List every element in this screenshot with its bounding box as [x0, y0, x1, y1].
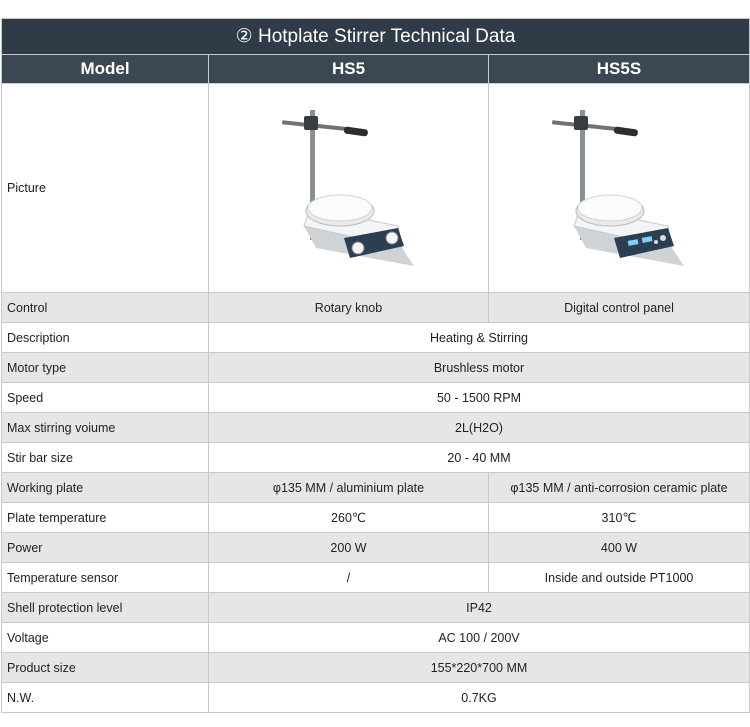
- table-row: [2, 563, 750, 593]
- row-value-merged: Heating & Stirring: [209, 323, 750, 353]
- row-label: Temperature sensor: [2, 563, 209, 593]
- title-row: [2, 19, 750, 55]
- row-value-merged: 20 - 40 MM: [209, 443, 750, 473]
- row-value-hs5s: Digital control panel: [489, 293, 750, 323]
- row-value-merged: AC 100 / 200V: [209, 623, 750, 653]
- row-value-hs5: /: [209, 563, 489, 593]
- row-value-hs5s: 310℃: [489, 503, 750, 533]
- table-row: [2, 623, 750, 653]
- row-value-merged: 0.7KG: [209, 683, 750, 713]
- row-value-merged: IP42: [209, 593, 750, 623]
- hs5s-picture-cell: [489, 84, 750, 293]
- row-value-hs5: 260℃: [209, 503, 489, 533]
- hs5s-hotplate-image: [544, 98, 694, 278]
- picture-label: Picture: [2, 84, 209, 293]
- table-row: [2, 473, 750, 503]
- header-model: Model: [2, 55, 209, 84]
- row-label: Control: [2, 293, 209, 323]
- table-row: [2, 503, 750, 533]
- row-label: Speed: [2, 383, 209, 413]
- row-label: Max stirring voiume: [2, 413, 209, 443]
- table-row: [2, 443, 750, 473]
- header-row: [2, 55, 750, 84]
- row-label: Plate temperature: [2, 503, 209, 533]
- row-value-merged: 155*220*700 MM: [209, 653, 750, 683]
- header-hs5: HS5: [209, 55, 489, 84]
- row-value-hs5s: 400 W: [489, 533, 750, 563]
- hs5-picture-cell: [209, 84, 489, 293]
- row-label: Voltage: [2, 623, 209, 653]
- table-row: [2, 413, 750, 443]
- row-value-hs5s: Inside and outside PT1000: [489, 563, 750, 593]
- table-row: [2, 533, 750, 563]
- row-label: Working plate: [2, 473, 209, 503]
- row-value-hs5: 200 W: [209, 533, 489, 563]
- table-row: [2, 383, 750, 413]
- spec-table: [1, 18, 750, 713]
- row-value-hs5s: φ135 MM / anti-corrosion ceramic plate: [489, 473, 750, 503]
- table-row: [2, 353, 750, 383]
- row-label: Motor type: [2, 353, 209, 383]
- table-row: [2, 653, 750, 683]
- row-label: Product size: [2, 653, 209, 683]
- row-value-merged: 50 - 1500 RPM: [209, 383, 750, 413]
- table-row: [2, 683, 750, 713]
- header-hs5s: HS5S: [489, 55, 750, 84]
- row-value-hs5: φ135 MM / aluminium plate: [209, 473, 489, 503]
- row-value-merged: 2L(H2O): [209, 413, 750, 443]
- row-label: Stir bar size: [2, 443, 209, 473]
- table-row: [2, 293, 750, 323]
- row-label: Power: [2, 533, 209, 563]
- row-label: Shell protection level: [2, 593, 209, 623]
- row-value-merged: Brushless motor: [209, 353, 750, 383]
- table-row: [2, 323, 750, 353]
- row-label: Description: [2, 323, 209, 353]
- table-title: ② Hotplate Stirrer Technical Data: [2, 19, 750, 55]
- row-label: N.W.: [2, 683, 209, 713]
- table-row: [2, 593, 750, 623]
- row-value-hs5: Rotary knob: [209, 293, 489, 323]
- picture-row: [2, 84, 750, 293]
- hs5-hotplate-image: [274, 98, 424, 278]
